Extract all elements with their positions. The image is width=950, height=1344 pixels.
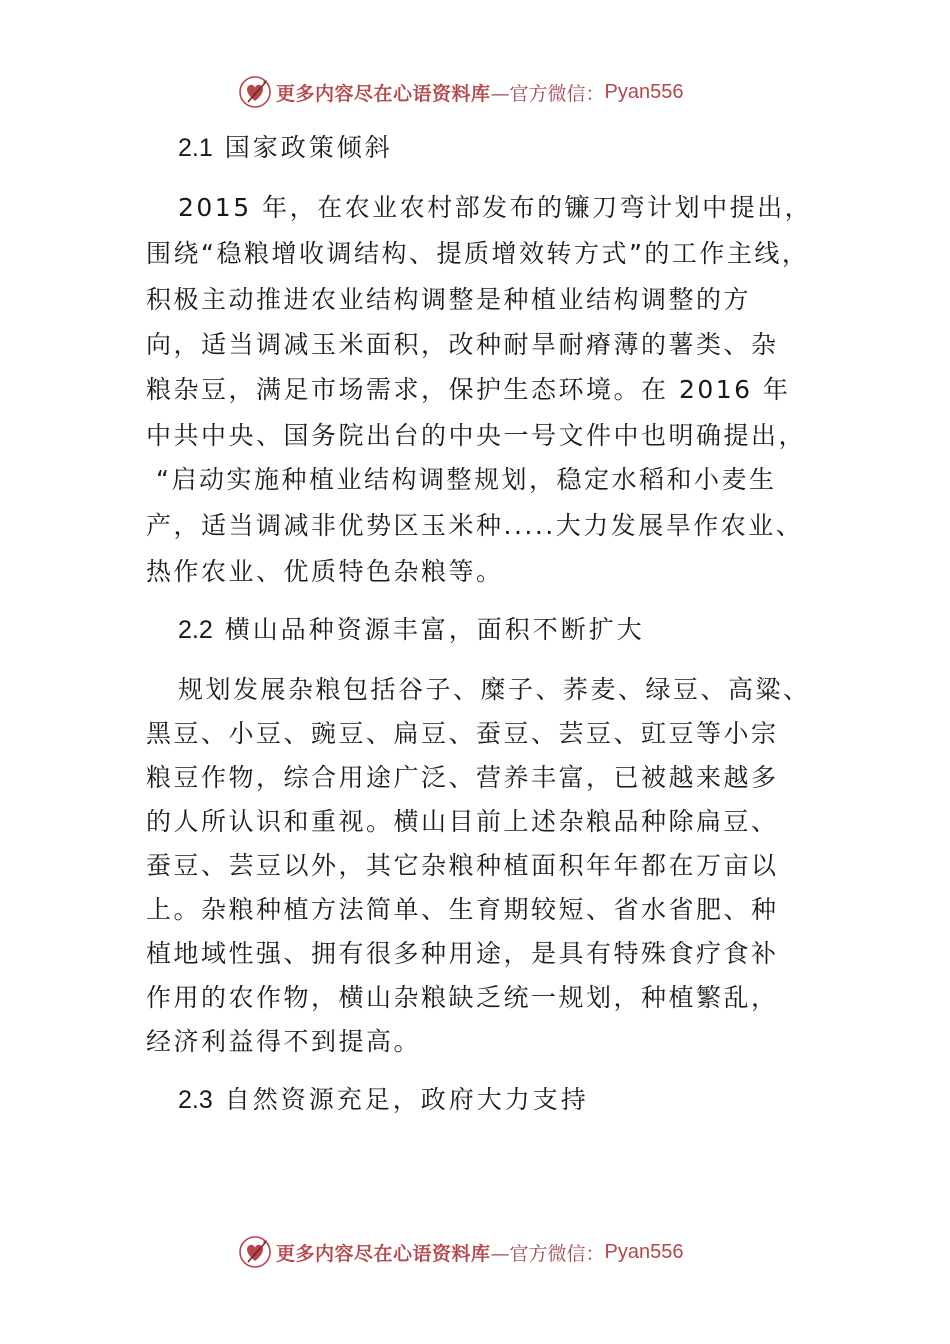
section-heading-2-3	[178, 1082, 589, 1118]
paragraph-line: 规划发展杂粮包括谷子、糜子、荞麦、绿豆、高粱、	[178, 675, 811, 704]
paragraph-line: 蚕豆、芸豆以外，其它杂粮种植面积年年都在万亩以	[146, 851, 779, 880]
paragraph-line: “启动实施种植业结构调整规划，稳定水稻和小麦生	[156, 465, 777, 494]
section-title: 国家政策倾斜	[224, 133, 393, 162]
footer-watermark	[238, 1234, 684, 1270]
paragraph-line: 经济利益得不到提高。	[146, 1027, 422, 1056]
watermark-wechat-id: Pyan556	[604, 1240, 684, 1263]
paragraph-line: 向，适当调减玉米面积，改种耐旱耐瘠薄的薯类、杂	[146, 330, 779, 359]
paragraph-line: 黑豆、小豆、豌豆、扁豆、蚕豆、芸豆、豇豆等小宗	[146, 719, 779, 748]
section-title: 自然资源充足，政府大力支持	[224, 1085, 589, 1114]
section-number: 2.2	[178, 616, 213, 644]
section-heading-2-2	[178, 612, 645, 648]
watermark-wechat-label: —官方微信：	[490, 82, 605, 105]
section-number: 2.1	[178, 134, 213, 162]
watermark-brand-text: 更多内容尽在心语资料库	[276, 82, 491, 105]
paragraph-line: 上。杂粮种植方法简单、生育期较短、省水省肥、种	[146, 895, 779, 924]
paragraph-line: 积极主动推进农业结构调整是种植业结构调整的方	[146, 285, 752, 314]
paragraph-line: 产，适当调减非优势区玉米种.....大力发展旱作农业、	[146, 511, 804, 540]
heart-leaf-logo-icon	[238, 75, 272, 109]
watermark-brand-text: 更多内容尽在心语资料库	[276, 1242, 491, 1265]
paragraph-line: 粮豆作物，综合用途广泛、营养丰富，已被越来越多	[146, 763, 779, 792]
paragraph-line: 植地域性强、拥有很多种用途，是具有特殊食疗食补	[146, 939, 779, 968]
paragraph-line: 热作农业、优质特色杂粮等。	[146, 557, 504, 586]
paragraph-line: 围绕“稳粮增收调结构、提质增效转方式”的工作主线，	[146, 239, 810, 268]
header-watermark	[238, 74, 684, 110]
heart-leaf-logo-icon	[238, 1235, 272, 1269]
paragraph-line: 2015 年，在农业农村部发布的镰刀弯计划中提出，	[178, 193, 813, 222]
paragraph-line: 作用的农作物，横山杂粮缺乏统一规划，种植繁乱，	[146, 983, 779, 1012]
section-title: 横山品种资源丰富，面积不断扩大	[224, 615, 645, 644]
section-number: 2.3	[178, 1086, 213, 1114]
paragraph-line: 中共中央、国务院出台的中央一号文件中也明确提出，	[146, 421, 807, 450]
watermark-wechat-id: Pyan556	[604, 80, 684, 103]
watermark-wechat-label: —官方微信：	[490, 1242, 605, 1265]
section-heading-2-1	[178, 130, 393, 166]
paragraph-line: 粮杂豆，满足市场需求，保护生态环境。在 2016 年	[146, 375, 791, 404]
paragraph-line: 的人所认识和重视。横山目前上述杂粮品种除扁豆、	[146, 807, 779, 836]
